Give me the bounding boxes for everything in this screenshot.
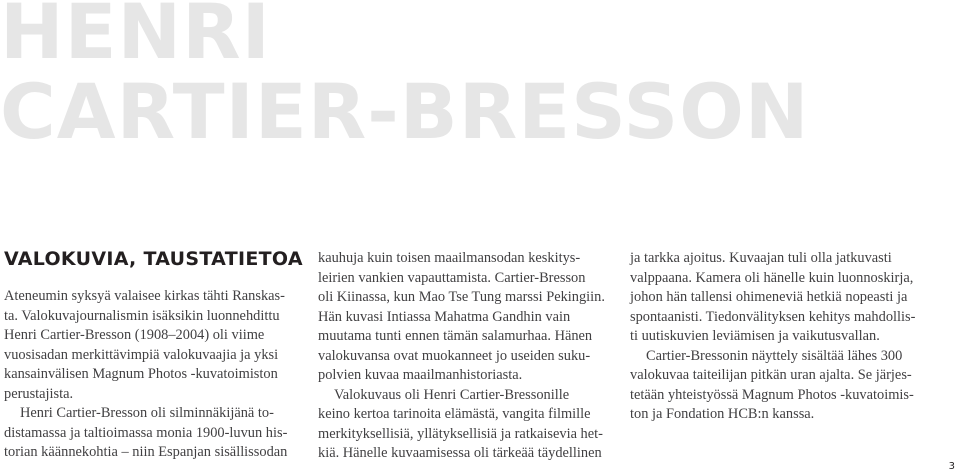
page-number: 3 [948,461,955,472]
text-line: keino kertoa tarinoita elämästä, vangita filmille [318,406,591,422]
text-line: perustajista. [4,385,74,402]
text-line: Henri Cartier-Bresson oli silminnäkijänä to- [20,405,274,421]
text-line: ta. Valokuvajournalismin isäksikin luonnehdittu [4,307,280,324]
text-line: valokuvansa ovat muokanneet jo useiden suku- [318,347,591,364]
text-line: merkityksellisiä, yllätyksellisiä ja ratkaisevia het- [318,425,603,442]
text-line: Henri Cartier-Bresson (1908–2004) oli viime [4,327,265,343]
text-line: kansainvälisen Magnum Photos -kuvatoimiston [4,366,278,382]
text-line: torian käännekohtia – niin Espanjan sisällissodan [4,444,288,460]
text-line: kiä. Hänelle kuvaamisessa oli tärkeää täydellinen [318,445,602,461]
text-line: tetään yhteistyössä Magnum Photos -kuvatoimis- [630,386,914,403]
text-line: Valokuvaus oli Henri Cartier-Bressonille [334,386,570,403]
paragraph [318,386,618,464]
text-line: kauhuja kuin toisen maailmansodan keskitys- [318,250,581,266]
text-line: ton ja Fondation HCB:n kanssa. [630,406,815,422]
text-column-2 [318,249,618,464]
title-line-1: HENRI [0,0,271,76]
text-column-1 [4,287,304,463]
text-line: johon hän tallensi ohimeneviä hetkiä nopeasti ja [630,289,908,305]
paragraph [4,404,304,463]
text-line: spontaanisti. Tiedonvälityksen kehitys mahdollis- [630,308,916,325]
text-line: ti uutiskuvien leviämisen ja vaikutusvallan. [630,328,880,344]
text-column-3 [630,249,930,425]
title-line-2: CARTIER-BRESSON [0,67,810,156]
paragraph [318,249,618,386]
paragraph [630,347,930,425]
text-line: Ateneumin syksyä valaisee kirkas tähti Ranskas- [4,288,285,304]
text-line: oli Kiinassa, kun Mao Tse Tung marssi Pekingiin. [318,289,605,305]
paragraph [630,249,930,347]
text-line: valokuvaa taiteilijan pitkän uran ajalta. Se järjes- [630,367,912,383]
text-line: vuosisadan merkittävimpiä valokuvaajia ja yksi [4,346,279,363]
text-line: Cartier-Bressonin näyttely sisältää lähes 300 [646,347,903,364]
text-line: Hän kuvasi Intiassa Mahatma Gandhin vain [318,308,571,325]
text-line: ja tarkka ajoitus. Kuvaajan tuli olla jatkuvasti [630,250,892,266]
text-line: distamassa ja taltioimassa monia 1900-luvun his- [4,424,288,441]
text-line: muutama tunti ennen tämän salamurhaa. Hänen [318,328,593,344]
paragraph [4,287,304,404]
page-title [0,0,810,156]
section-heading: VALOKUVIA, TAUSTATIETOA [4,248,303,270]
text-line: polvien kuvaa maailmanhistoriasta. [318,367,523,383]
text-line: valppaana. Kamera oli hänelle kuin luonnoskirja, [630,269,914,286]
text-line: leirien vankien vapauttamista. Cartier-Bresson [318,269,586,286]
